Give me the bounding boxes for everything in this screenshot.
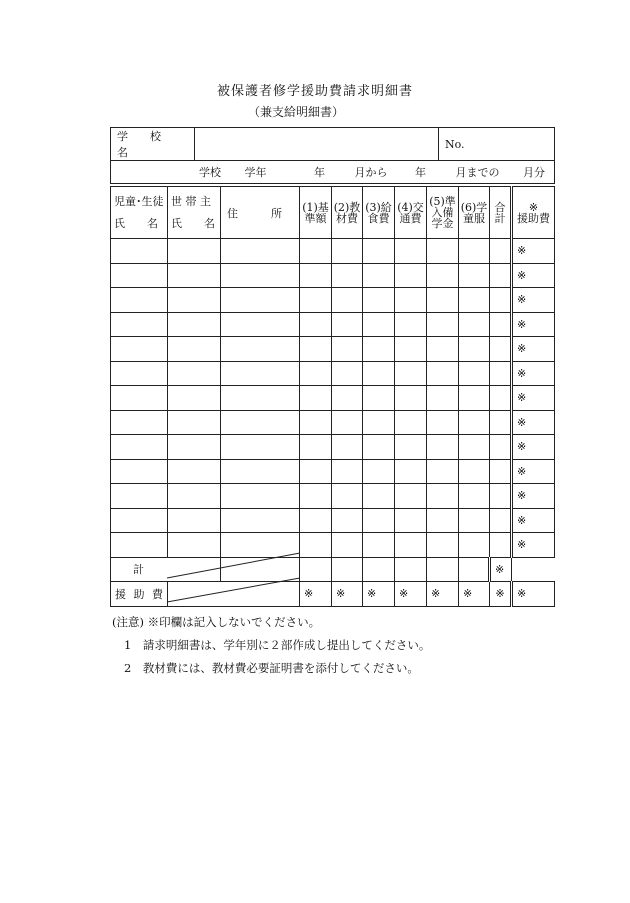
grade-suffix: 学年: [244, 166, 267, 179]
school-name-label: 学校名: [111, 128, 195, 161]
diagonal-line-aid: [167, 578, 300, 602]
row-aid-mark: ※: [512, 337, 555, 362]
header-address: 住 所: [221, 187, 300, 239]
header-household-line1: 世 帯 主: [171, 194, 211, 208]
row-aid-mark: ※: [512, 533, 555, 558]
total-label: 計: [133, 563, 144, 577]
header-lunch: (3)給食費: [363, 187, 395, 239]
aid-mark: ※: [332, 582, 363, 607]
note-2: 2 教材費には、教材費必要証明書を添付してください。: [124, 661, 419, 675]
header-student-line2: 氏 名: [114, 216, 158, 230]
header-aid-mark: ※: [528, 200, 539, 214]
row-aid-mark: ※: [512, 459, 555, 484]
note-heading: (注意) ※印欄は記入しないでください。: [112, 615, 321, 629]
to-year: 年: [415, 166, 426, 179]
header-materials: (2)教材費: [332, 187, 363, 239]
row-aid-mark: ※: [512, 239, 555, 264]
aid-mark: ※: [395, 582, 427, 607]
header-total: 合計: [490, 187, 512, 239]
row-aid-mark: ※: [512, 508, 555, 533]
header-transport: (4)交通費: [395, 187, 427, 239]
document-subtitle: （兼支給明細書）: [248, 105, 345, 119]
total-aid-mark: ※: [490, 557, 512, 582]
aid-mark: ※: [363, 582, 395, 607]
header-household-line2: 氏 名: [171, 216, 215, 230]
row-aid-mark: ※: [512, 361, 555, 386]
header-base-amount: (1)基準額: [300, 187, 332, 239]
aid-mark: ※: [459, 582, 490, 607]
number-label: No.: [445, 137, 465, 151]
note-1: 1 請求明細書は、学年別に２部作成し提出してください。: [124, 638, 431, 652]
diagonal-line-total: [167, 553, 300, 578]
from-year: 年: [314, 166, 325, 179]
to-month: 月までの: [455, 166, 500, 179]
header-enrollment: (5)準入備学金: [427, 187, 459, 239]
aid-mark: ※: [300, 582, 332, 607]
aid-mark: ※: [427, 582, 459, 607]
row-aid-mark: ※: [512, 410, 555, 435]
header-aid-label: 援助費: [517, 211, 550, 225]
aid-mark: ※: [490, 582, 512, 607]
row-aid-mark: ※: [512, 288, 555, 313]
header-uniform: (6)学童服: [459, 187, 490, 239]
header-student-line1: 児童･生徒: [114, 194, 164, 208]
aid-mark: ※: [512, 582, 555, 607]
document-title: 被保護者修学援助費請求明細書: [216, 84, 413, 99]
row-aid-mark: ※: [512, 263, 555, 288]
months-count: 月分: [523, 166, 545, 179]
row-aid-mark: ※: [512, 484, 555, 509]
aid-label-cell: 援 助 費: [111, 582, 168, 607]
from-month: 月から: [354, 166, 388, 179]
row-aid-mark: ※: [512, 386, 555, 411]
row-aid-mark: ※: [512, 435, 555, 460]
row-aid-mark: ※: [512, 312, 555, 337]
school-suffix: 学校: [199, 166, 221, 179]
